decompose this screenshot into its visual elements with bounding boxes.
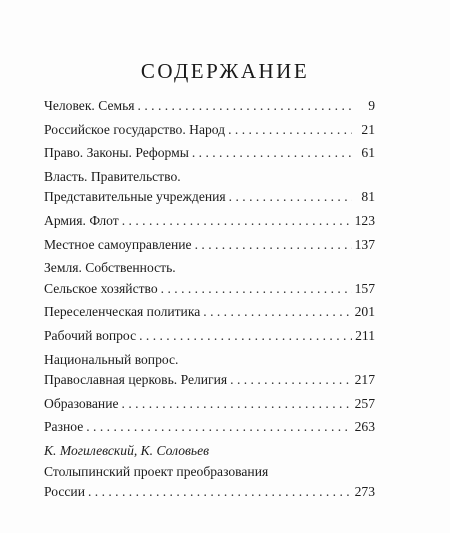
page-title: СОДЕРЖАНИЕ	[140, 59, 310, 83]
entry-title-line: Земля. Собственность.	[44, 260, 176, 276]
toc-entry[interactable]	[44, 120, 375, 141]
toc-entry[interactable]	[44, 417, 375, 438]
entry-title-line: Власть. Правительство.	[44, 168, 181, 184]
toc-entry[interactable]	[44, 258, 375, 299]
dot-leader	[229, 187, 352, 208]
page-number: 211	[355, 327, 375, 343]
entry-title: Разное	[44, 419, 84, 435]
entry-title: России	[44, 484, 85, 500]
toc-line	[44, 326, 375, 347]
entry-title: Переселенческая политика	[44, 304, 201, 320]
page-number: 9	[368, 98, 375, 113]
page-number: 217	[354, 372, 375, 388]
entry-authors: К. Могилевский, К. Соловьев	[44, 442, 210, 458]
toc-line	[44, 394, 375, 415]
entry-title: Человек. Семья	[44, 98, 135, 113]
page-number: 123	[354, 212, 375, 228]
dot-leader	[203, 302, 351, 323]
entry-title: Сельское хозяйство	[44, 280, 158, 296]
dot-leader	[122, 211, 352, 232]
page-number: 157	[354, 280, 375, 296]
toc-entry[interactable]	[44, 96, 375, 117]
entry-title: Православная церковь. Религия	[44, 372, 228, 388]
page-number: 263	[354, 419, 375, 435]
toc-entry[interactable]	[44, 211, 375, 232]
toc-line	[44, 235, 375, 256]
toc-line	[44, 302, 375, 323]
toc-entry[interactable]	[44, 302, 375, 323]
page-number: 201	[354, 304, 375, 320]
page-number: 137	[354, 236, 375, 252]
toc-entry[interactable]	[44, 350, 375, 391]
toc-line	[44, 187, 375, 208]
toc-entry[interactable]	[44, 235, 375, 256]
entry-title: Рабочий вопрос	[44, 327, 137, 343]
toc-line	[44, 279, 375, 300]
toc-entry[interactable]	[44, 441, 375, 503]
toc-line	[44, 120, 375, 141]
dot-leader	[138, 96, 352, 117]
dot-leader	[122, 394, 352, 415]
dot-leader	[86, 417, 351, 438]
toc-line	[44, 96, 375, 117]
dot-leader	[192, 143, 352, 164]
entry-title: Представительные учреждения	[44, 189, 226, 205]
entry-title: Российское государство. Народ	[44, 121, 226, 137]
dot-leader	[88, 482, 352, 503]
toc-entry[interactable]	[44, 394, 375, 415]
page-number: 81	[361, 189, 375, 205]
dot-leader	[230, 370, 351, 391]
toc-entry[interactable]	[44, 143, 375, 164]
dot-leader	[161, 279, 352, 300]
entry-title: Право. Законы. Реформы	[44, 145, 189, 161]
page-number: 257	[354, 395, 375, 411]
toc-line	[44, 143, 375, 164]
page-number: 21	[361, 121, 375, 137]
page-number: 61	[361, 145, 375, 161]
entry-title-line: Столыпинский проект преобразования	[44, 463, 269, 479]
toc-entry[interactable]	[44, 167, 375, 208]
dot-leader	[139, 326, 352, 347]
dot-leader	[195, 235, 352, 256]
dot-leader	[228, 120, 352, 141]
entry-title: Местное самоуправление	[44, 236, 192, 252]
entry-title: Армия. Флот	[44, 212, 119, 228]
toc-line	[44, 482, 375, 503]
table-of-contents	[44, 96, 375, 503]
entry-title: Образование	[44, 395, 119, 411]
toc-line	[44, 370, 375, 391]
toc-line	[44, 417, 375, 438]
entry-title-line: Национальный вопрос.	[44, 351, 179, 367]
toc-line	[44, 211, 375, 232]
toc-entry[interactable]	[44, 326, 375, 347]
page-number: 273	[354, 484, 375, 500]
